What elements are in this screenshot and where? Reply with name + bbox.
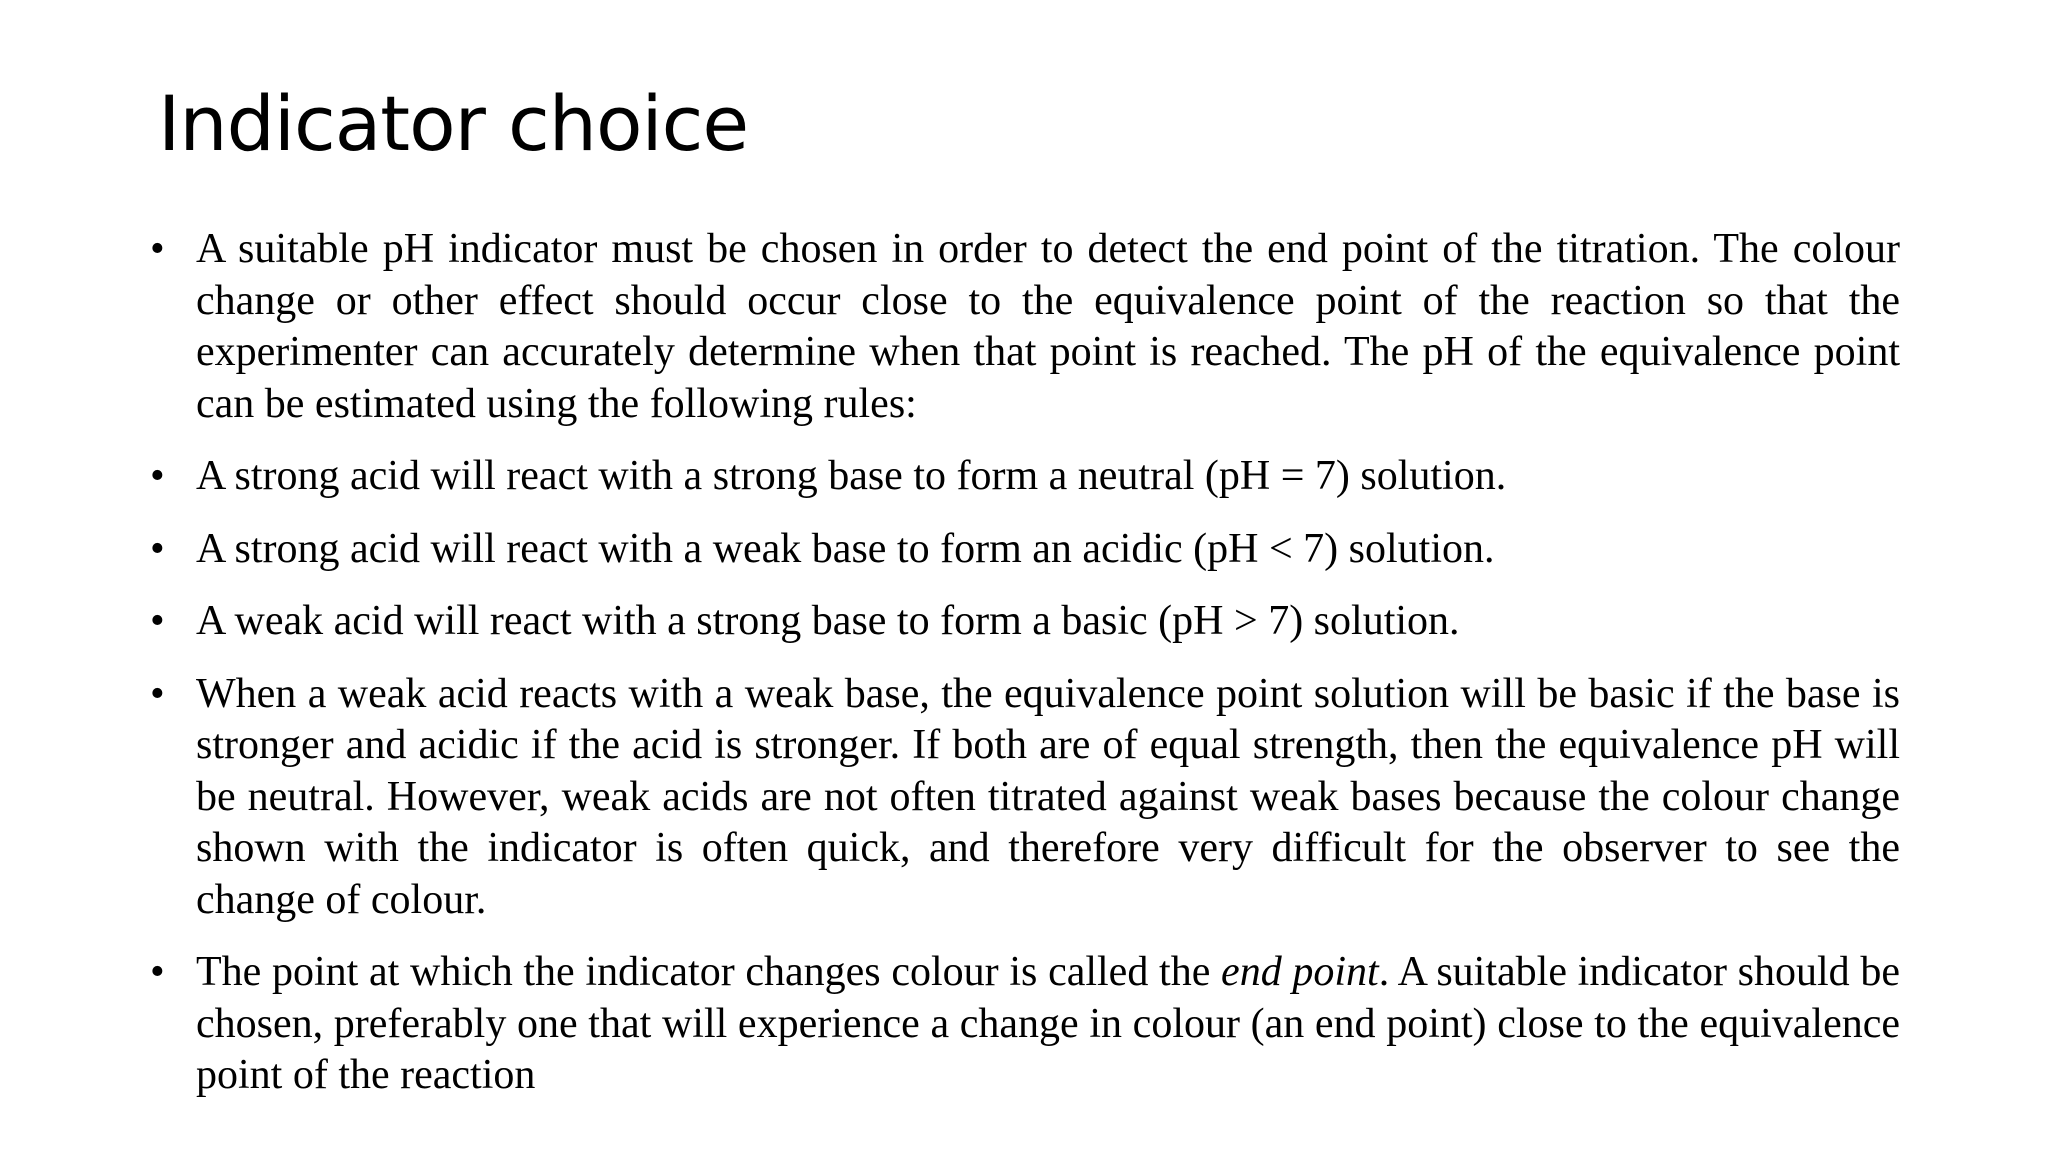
bullet-item — [150, 451, 1900, 503]
bullet-dot-icon: • — [150, 598, 165, 644]
bullet-text: A suitable pH indicator must be chosen in order to detect the end point of the titration. The colour change or other effect should occur close to the equivalence point of the reaction so that the experimenter can accurately determine when that point is reached. The pH of the equivalence point can be estimated using the following rules: — [196, 226, 1900, 427]
bullet-dot-icon: • — [150, 453, 165, 499]
bullet-text: When a weak acid reacts with a weak base, the equivalence point solution will be basic if the base is stronger and acidic if the acid is stronger. If both are of equal strength, then the equivalence pH will be neutral. However, weak acids are not often titrated against weak bases because the colour change shown with the indicator is often quick, and therefore very difficult for the observer to see the change of colour. — [196, 670, 1900, 923]
bullet-dot-icon: • — [150, 670, 165, 717]
bullet-item — [150, 596, 1900, 648]
bullet-text-after: . A suitable indicator should be chosen, preferably one that will experience a change in colour (an end point) close to the equivalence point of the reaction — [196, 949, 1901, 1098]
bullet-item — [150, 669, 1900, 927]
bullet-dot-icon: • — [150, 525, 165, 572]
bullet-text: A weak acid will react with a strong base to form a basic (pH > 7) solution. — [196, 598, 1460, 644]
bullet-text — [196, 949, 1900, 1098]
bullet-item — [150, 947, 1900, 1102]
end-point-term: end point — [1221, 949, 1379, 995]
bullet-text: A strong acid will react with a strong base to form a neutral (pH = 7) solution. — [196, 453, 1507, 499]
bullet-item — [150, 524, 1900, 576]
bullet-text: A strong acid will react with a weak base to form an acidic (pH < 7) solution. — [196, 525, 1495, 572]
bullet-item — [150, 224, 1900, 430]
slide-title: Indicator choice — [158, 79, 749, 168]
bullet-dot-icon: • — [150, 949, 165, 995]
bullet-list — [150, 224, 1900, 1123]
bullet-text-before: The point at which the indicator changes colour is called the — [196, 949, 1222, 995]
bullet-dot-icon: • — [150, 226, 165, 272]
